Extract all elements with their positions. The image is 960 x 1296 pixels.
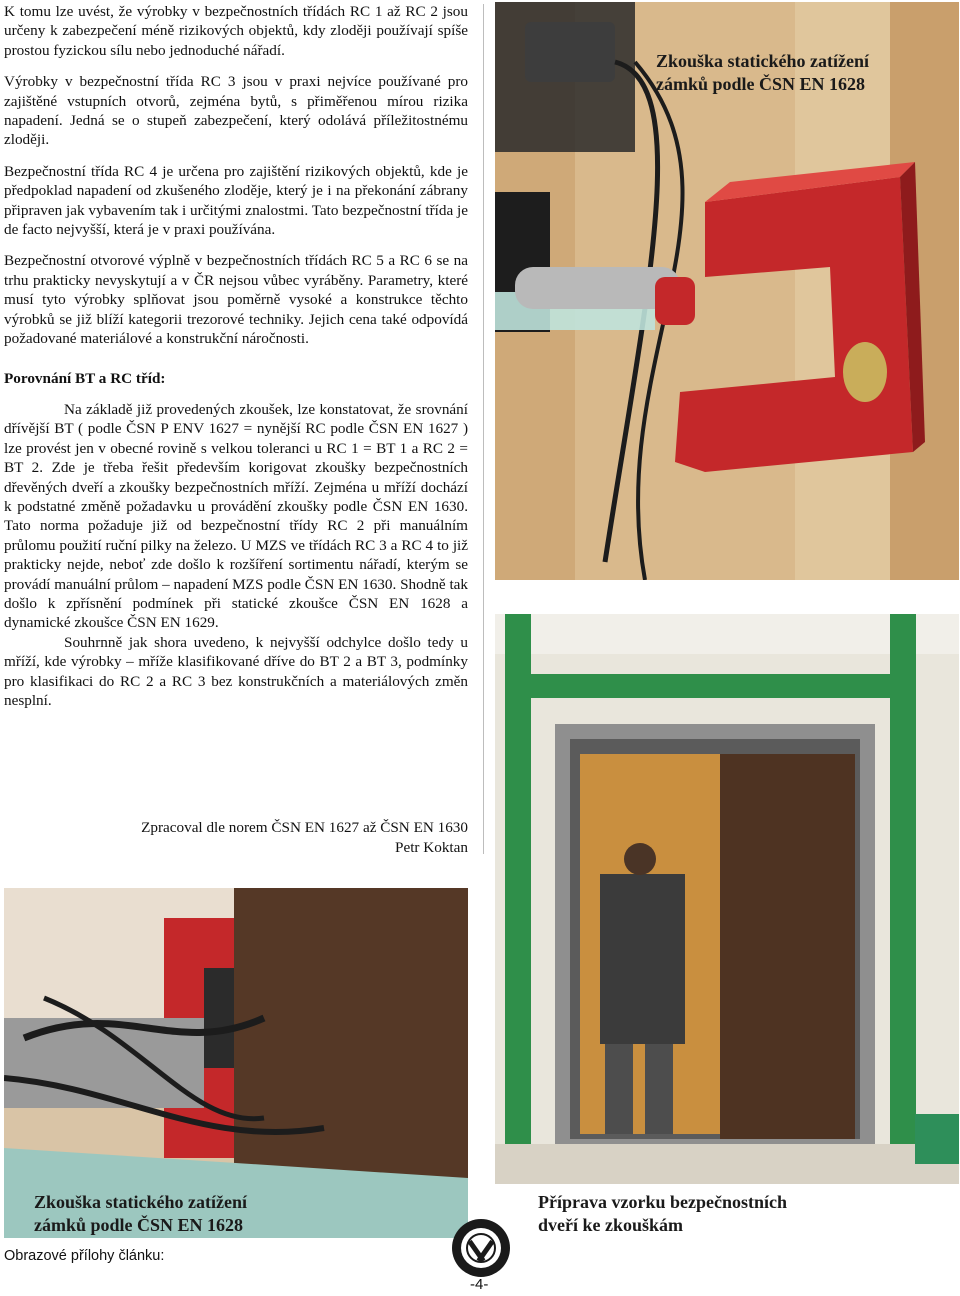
caption-door-sample-preparation <box>538 1191 787 1237</box>
page-number: -4- <box>470 1276 489 1293</box>
paragraph-rc1-rc2: K tomu lze uvést, že výrobky v bezpečnostních třídách RC 1 až RC 2 jsou určeny k zabezpečení méně rizikových objektů, kdy zloději používají spíše prostou fyzickou sílu nebo jednoduché nářadí. <box>4 3 468 59</box>
caption-line: Zkouška statického zatížení <box>34 1192 248 1212</box>
caption-line: Příprava vzorku bezpečnostních <box>538 1192 787 1212</box>
photo-static-load-equipment <box>4 888 468 1238</box>
credit-author: Petr Koktan <box>395 839 468 856</box>
paragraph-rc4: Bezpečnostní třída RC 4 je určena pro zajištění rizikových objektů, kde je předpoklad napadení od zkušeného zloděje, který je i na překonání zábrany připraven jak vybavením tak i určitými znalostmi. Tato bezpečnostní třída je de facto nejvyšší, která je v praxi používána. <box>4 162 468 239</box>
association-logo-icon <box>451 1218 511 1278</box>
section-heading-comparison: Porovnání BT a RC tříd: <box>4 369 166 387</box>
article-text-column <box>4 2 468 722</box>
image-appendix-label: Obrazové přílohy článku: <box>4 1248 165 1264</box>
paragraph-comparison: Na základě již provedených zkoušek, lze konstatovat, že srovnání dřívější BT ( podle ČSN P ENV 1627 = nynější RC podle ČSN EN 1627 ) lze provést jen v obecné rovině s velkou toleranci u RC 1 = BT 1 a RC 2 = BT 2. Zde je třeba řešit především korigovat zkoušky bezpečnostních dřevěných dveří a zkoušky bezpečnostních mříží. Zejména u mříží dochází k podstatné změně požadavku u provádění zkoušky podle ČSN EN 1630. Tato norma požaduje již od bezpečnostní třídy RC 2 při manuálním průlomu použití ruční pilky na železo. U MZS ve třídách RC 3 a RC 4 to již prakticky nejde, neboť zde došlo k rozšíření sortimentu nářadí, kterým se provádí manuální průlom – napadení MZS podle ČSN EN 1630. Shodně tak došlo k zpřísnění podmínek při statické zkoušce ČSN EN 1628 a dynamické zkoušce ČSN EN 1629. <box>4 400 469 632</box>
paragraph-rc5-rc6: Bezpečnostní otvorové výplně v bezpečnostních třídách RC 5 a RC 6 se na trhu prakticky nevyskytují a v ČR nejsou vůbec vyráběny. Parametry, které musí tyto výrobky splňovat jsou poměrně vysoké a konstrukce těchto výrobků se již blíží kategorii trezorové techniky. Jejich cena také odpovídá požadované materiálové a konstrukční náročnosti. <box>4 252 468 348</box>
photo-door-sample-preparation <box>495 614 959 1184</box>
caption-clamp-lock-test <box>656 50 869 96</box>
caption-line: zámků podle ČSN EN 1628 <box>656 74 866 94</box>
caption-line: Zkouška statického zatížení <box>656 51 870 71</box>
caption-line: dveří ke zkouškám <box>538 1215 684 1235</box>
caption-static-load-equipment <box>34 1191 247 1237</box>
column-divider <box>483 4 484 854</box>
credit-source: Zpracoval dle norem ČSN EN 1627 až ČSN EN 1630 <box>141 819 468 836</box>
paragraph-summary: Souhrnně jak shora uvedeno, k nejvyšší odchylce došlo tedy u mříží, kde výrobky – mříže klasifikované dříve do BT 2 a BT 3, podmínky pro klasifikaci do RC 2 a RC 3 bez konstrukčních a materiálových změn nesplní. <box>4 633 468 709</box>
caption-line: zámků podle ČSN EN 1628 <box>34 1215 244 1235</box>
author-credit <box>141 818 468 858</box>
paragraph-rc3: Výrobky v bezpečnostní třída RC 3 jsou v praxi nejvíce používané pro zajištěné vstupních otvorů, zejména bytů, s přiměřenou mírou rizika napadení. Jedná se o stupeň zabezpečení, který odolává příležitostnému zloději. <box>4 73 468 149</box>
